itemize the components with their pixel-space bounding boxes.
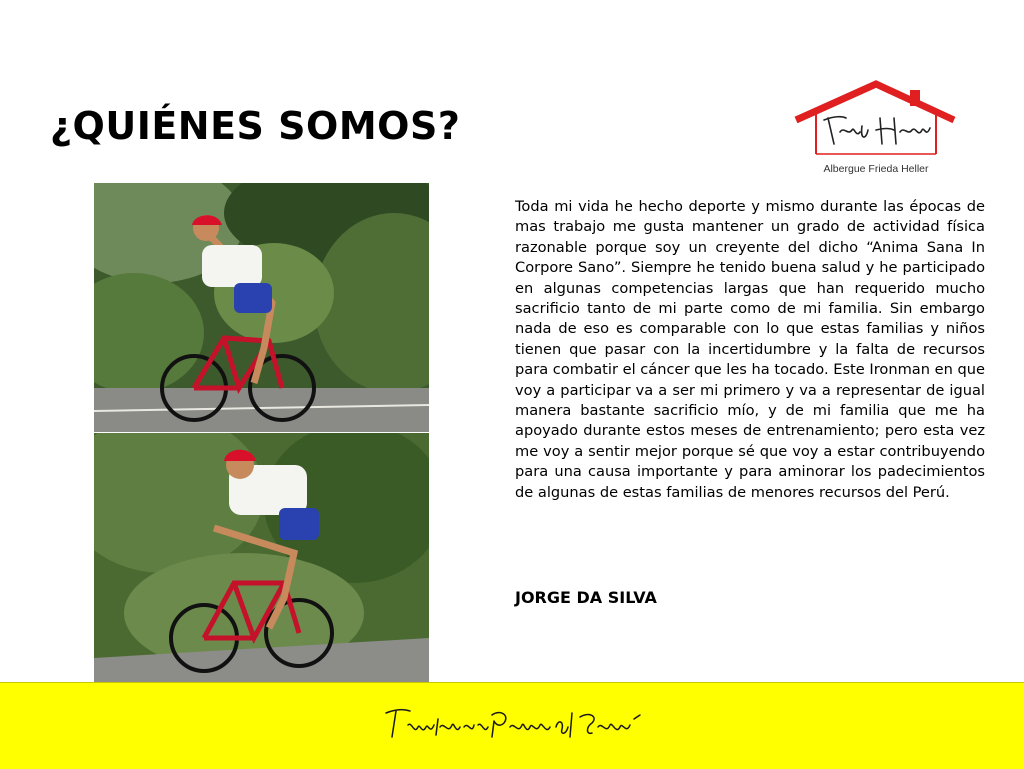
albergue-caption: Albergue Frieda Heller (823, 163, 929, 175)
testimonial-text: Toda mi vida he hecho deporte y mismo durante las épocas de mas trabajo me gusta mantener un grado de actividad física razonable porque soy un creyente del dicho “Anima Sana In Corpore Sano”. Siempre he tenido buena salud y he participado en algunas competencias largas que han requerido mucho sacrificio tanto de mi parte como de mi familia. Sin embargo nada de eso es comparable con lo que estas familias y niños tienen que pasar con la incertidumbre y la falta de recursos para combatir el cáncer que les ha tocado. Este Ironman en que voy a participar va a ser mi primero y va a representar de igual manera bastante sacrificio mío, y de mi familia que me ha apoyado durante estos meses de entrenamiento; pero esta vez me voy a sentir mejor porque sé que voy a estar contribuyendo para una causa importante y para aminorar los padecimientos de algunas de estas familias de menores recursos del Perú. (515, 198, 985, 501)
cyclist-photo-top (94, 183, 429, 432)
footer-band (0, 682, 1024, 769)
cyclist-photo-bottom (94, 433, 429, 683)
author-name: JORGE DA SILVA (515, 588, 657, 607)
page-title: ¿QUIÉNES SOMOS? (50, 104, 461, 148)
albergue-frieda-heller-logo (790, 80, 960, 180)
fundacion-peruana-de-cancer-logo (378, 691, 648, 761)
